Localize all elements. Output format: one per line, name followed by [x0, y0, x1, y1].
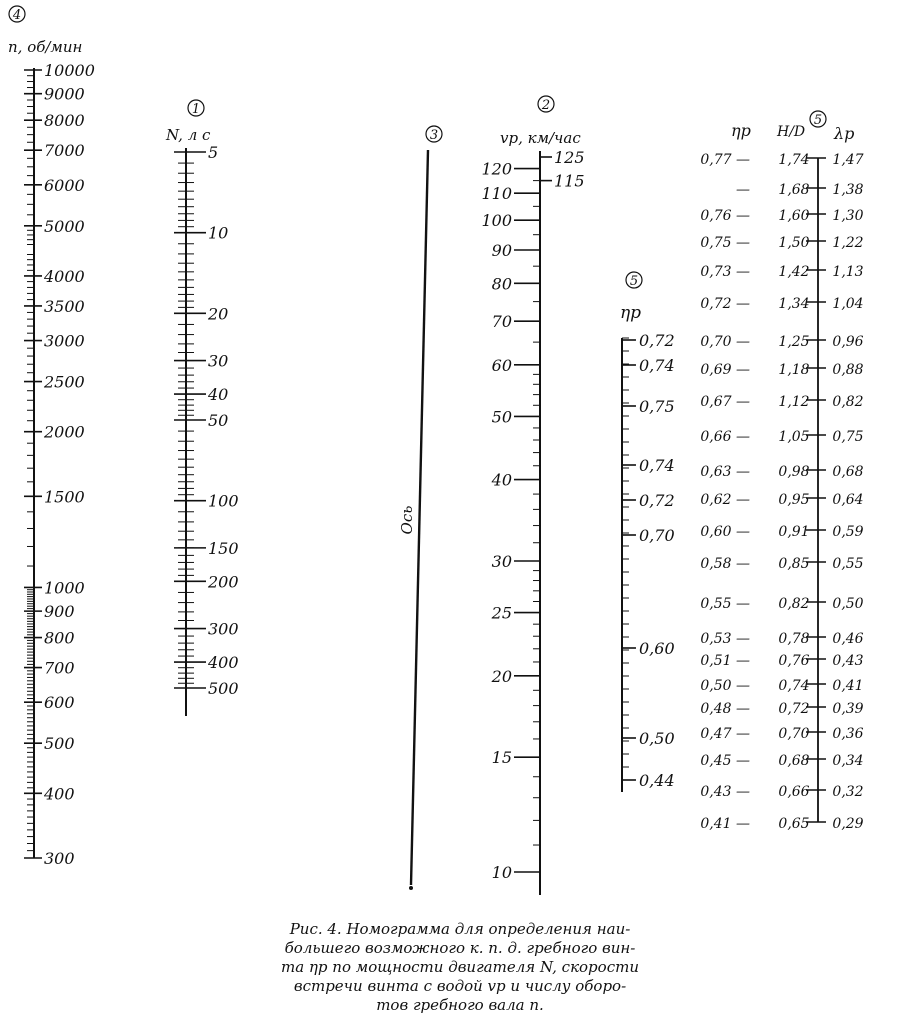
tick-label: 30 [491, 551, 512, 571]
eta-value: 0,70 — [700, 334, 750, 350]
lambda-value: 0,82 [832, 394, 864, 410]
tick-label: 700 [44, 658, 75, 678]
eta-value: 0,69 — [700, 362, 750, 378]
tick-label: 5 [208, 143, 219, 162]
hd-value: 1,12 [778, 394, 810, 410]
hd-value: 0,66 [778, 784, 810, 800]
eta-value: 0,73 — [700, 264, 750, 280]
hd-value: 0,85 [778, 556, 810, 572]
tick-label: 115 [554, 171, 585, 191]
tick-label: 0,72 [639, 491, 675, 510]
eta-value: 0,58 — [700, 556, 750, 572]
lambda-value: 0,36 [832, 726, 864, 742]
lambda-value: 1,13 [832, 264, 864, 280]
hd-value: 0,72 [778, 701, 810, 717]
tick-label: 70 [491, 312, 512, 332]
lambda-value: 0,68 [832, 464, 864, 480]
caption-line: большего возможного к. п. д. гребного вин- [284, 939, 636, 957]
tick-label: 8000 [44, 111, 85, 131]
hd-value: 0,78 [778, 631, 810, 647]
tick-label: 0,75 [639, 397, 675, 416]
scale-number: 4 [12, 8, 22, 23]
caption-line: Рис. 4. Номограмма для определения наи- [289, 920, 631, 938]
tick-label: 1500 [44, 487, 85, 507]
tick-label: 0,74 [639, 456, 675, 475]
tick-label: 90 [491, 240, 512, 260]
scale-title: Ось [398, 505, 416, 535]
tick-label: 7000 [44, 141, 85, 161]
eta-value: 0,47 — [700, 726, 750, 742]
hd-value: 0,68 [778, 753, 810, 769]
hd-value: 1,18 [778, 362, 810, 378]
scale-number: 1 [191, 102, 201, 117]
tick-label: 100 [481, 211, 512, 231]
scale-number: 5 [629, 274, 639, 289]
tick-label: 10000 [44, 61, 95, 80]
hd-value: 0,74 [778, 678, 810, 694]
lambda-value: 0,46 [832, 631, 864, 647]
hd-value: 0,91 [778, 524, 810, 540]
hd-value: 1,74 [778, 152, 810, 168]
tick-label: 50 [491, 407, 512, 427]
figure-caption [180, 920, 740, 1015]
tick-label: 50 [208, 411, 229, 430]
lambda-value: 0,75 [832, 429, 864, 445]
eta-value: 0,60 — [700, 524, 750, 540]
tick-label: 600 [44, 693, 75, 713]
tick-label: 10 [491, 863, 512, 882]
tick-label: 2000 [44, 422, 85, 442]
lambda-value: 1,47 [832, 152, 864, 168]
hd-value: 1,60 [778, 208, 810, 224]
eta-value: 0,41 — [700, 816, 750, 832]
hd-value: 1,42 [778, 264, 810, 280]
column-header: λp [834, 124, 855, 143]
hd-value: 0,82 [778, 596, 810, 612]
lambda-value: 0,50 [832, 596, 864, 612]
lambda-value: 1,38 [832, 182, 864, 198]
hd-value: 1,68 [778, 182, 810, 198]
caption-line: та ηp по мощности двигателя N, скорости [281, 958, 639, 976]
eta-value: 0,63 — [700, 464, 750, 480]
hd-value: 1,34 [778, 296, 810, 312]
eta-dash: — [736, 182, 750, 198]
tick-label: 125 [554, 148, 585, 167]
caption-line: тов гребного вала n. [376, 996, 544, 1014]
tick-label: 300 [208, 619, 239, 639]
lambda-value: 0,32 [832, 784, 864, 800]
eta-value: 0,50 — [700, 678, 750, 694]
eta-value: 0,43 — [700, 784, 750, 800]
lambda-value: 0,29 [832, 816, 864, 832]
eta-value: 0,66 — [700, 429, 750, 445]
eta-value: 0,67 — [700, 394, 750, 410]
eta-value: 0,55 — [700, 596, 750, 612]
eta-value: 0,62 — [700, 492, 750, 508]
tick-label: 1000 [44, 578, 85, 598]
tick-label: 40 [491, 470, 512, 490]
tick-label: 400 [208, 653, 239, 673]
eta-value: 0,45 — [700, 753, 750, 769]
tick-label: 150 [208, 538, 239, 558]
lambda-value: 0,43 [832, 653, 864, 669]
hd-value: 0,65 [778, 816, 810, 832]
eta-value: 0,72 — [700, 296, 750, 312]
eta-value: 0,77 — [700, 152, 750, 168]
pivot-axis-end [409, 886, 413, 890]
eta-value: 0,53 — [700, 631, 750, 647]
tick-label: 2500 [44, 372, 85, 392]
hd-value: 0,95 [778, 492, 810, 508]
hd-value: 1,25 [778, 334, 810, 350]
tick-label: 0,50 [639, 729, 675, 748]
tick-label: 0,72 [639, 331, 675, 350]
caption-line: встречи винта с водой vp и числу оборо- [293, 977, 627, 995]
hd-value: 0,70 [778, 726, 810, 742]
hd-value: 0,98 [778, 464, 810, 480]
lambda-value: 0,96 [832, 334, 864, 350]
lambda-value: 0,64 [832, 492, 864, 508]
tick-label: 900 [44, 602, 75, 622]
tick-label: 120 [481, 159, 512, 179]
tick-label: 3000 [44, 331, 85, 351]
tick-label: 40 [208, 385, 229, 405]
tick-label: 25 [491, 603, 512, 623]
tick-label: 80 [491, 274, 512, 294]
tick-label: 400 [44, 784, 75, 804]
lambda-value: 0,41 [832, 678, 864, 694]
lambda-value: 1,30 [832, 208, 864, 224]
tick-label: 15 [491, 748, 512, 768]
tick-label: 60 [491, 355, 512, 375]
scale-title: N, л с [166, 126, 211, 144]
tick-label: 20 [208, 304, 229, 324]
tick-label: 0,44 [639, 771, 675, 790]
scale-number: 3 [429, 128, 439, 143]
tick-label: 30 [208, 351, 229, 371]
eta-value: 0,51 — [700, 653, 750, 669]
tick-label: 10 [208, 223, 229, 243]
eta-value: 0,76 — [700, 208, 750, 224]
column-header: H/D [777, 124, 806, 140]
column-header: ηp [731, 121, 751, 140]
tick-label: 9000 [44, 84, 85, 104]
tick-label: 0,60 [639, 639, 675, 658]
scale-title: ηp [620, 303, 642, 323]
tick-label: 3500 [44, 296, 85, 316]
tick-label: 500 [44, 734, 75, 754]
eta-value: 0,48 — [700, 701, 750, 717]
lambda-value: 0,59 [832, 524, 864, 540]
tick-label: 500 [208, 679, 239, 698]
scale-number: 5 [813, 113, 823, 128]
lambda-value: 0,39 [832, 701, 864, 717]
hd-value: 1,50 [778, 235, 810, 251]
tick-label: 6000 [44, 175, 85, 195]
lambda-value: 0,55 [832, 556, 864, 572]
scale-title: n, об/мин [8, 38, 83, 56]
eta-value: 0,75 — [700, 235, 750, 251]
lambda-value: 0,34 [832, 753, 864, 769]
hd-value: 0,76 [778, 653, 810, 669]
scale-title: vp, км/час [500, 129, 581, 147]
lambda-value: 1,04 [832, 296, 864, 312]
tick-label: 5000 [44, 216, 85, 236]
tick-label: 800 [44, 628, 75, 648]
hd-value: 1,05 [778, 429, 810, 445]
lambda-value: 1,22 [832, 235, 864, 251]
tick-label: 100 [208, 491, 239, 511]
lambda-value: 0,88 [832, 362, 864, 378]
scale-number: 2 [541, 98, 551, 113]
tick-label: 200 [208, 572, 239, 592]
tick-label: 20 [491, 666, 512, 686]
tick-label: 0,74 [639, 356, 675, 375]
tick-label: 110 [481, 184, 512, 204]
tick-label: 4000 [44, 266, 85, 286]
tick-label: 0,70 [639, 526, 675, 545]
tick-label: 300 [44, 849, 75, 868]
